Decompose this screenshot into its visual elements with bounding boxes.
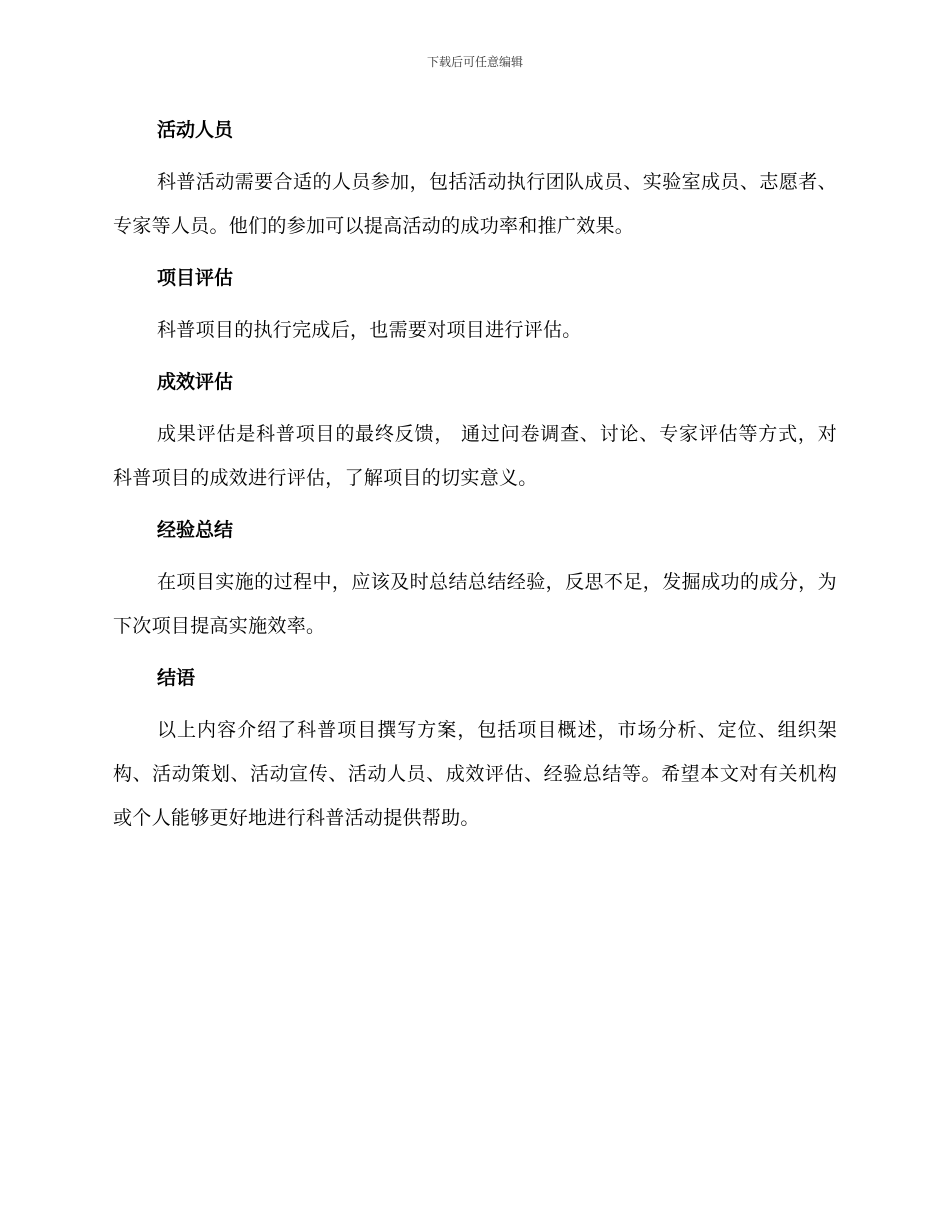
paragraph-conclusion: 以上内容介绍了科普项目撰写方案，包括项目概述，市场分析、定位、组织架构、活动策划、活动宣传、活动人员、成效评估、经验总结等。希望本文对有关机构或个人能够更好地进行科普活动提供帮助。: [113, 719, 837, 829]
section-heading-activity-staff: 活动人员: [157, 119, 234, 141]
document-body: [113, 112, 837, 840]
paragraph-activity-staff: 科普活动需要合适的人员参加，包括活动执行团队成员、实验室成员、志愿者、专家等人员。他们的参加可以提高活动的成功率和推广效果。: [113, 171, 837, 237]
paragraph-project-evaluation: 科普项目的执行完成后，也需要对项目进行评估。: [157, 319, 582, 341]
section-heading-experience-summary: 经验总结: [157, 519, 234, 541]
page-header: 下载后可任意编辑: [426, 55, 523, 69]
paragraph-outcome-evaluation: 成果评估是科普项目的最终反馈， 通过问卷调查、讨论、专家评估等方式，对科普项目的成效进行评估，了解项目的切实意义。: [113, 423, 837, 489]
paragraph-experience-summary: 在项目实施的过程中，应该及时总结总结经验，反思不足，发掘成功的成分，为下次项目提高实施效率。: [113, 571, 837, 637]
section-heading-outcome-evaluation: 成效评估: [157, 371, 234, 393]
section-heading-project-evaluation: 项目评估: [157, 267, 234, 289]
section-heading-conclusion: 结语: [157, 667, 196, 689]
